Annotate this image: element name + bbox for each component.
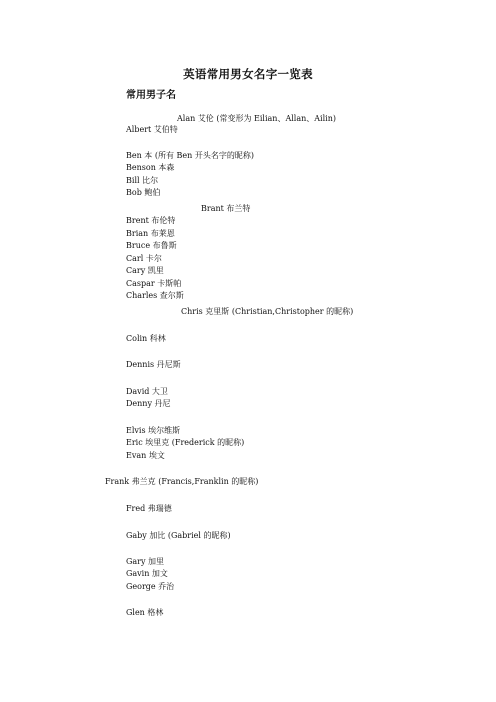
- name-entry: Albert 艾伯特: [126, 125, 178, 134]
- name-entry: Denny 丹尼: [126, 399, 171, 408]
- page-title: 英语常用男女名字一览表: [183, 67, 313, 81]
- name-entry: Charles 查尔斯: [126, 291, 184, 300]
- name-entry: Evan 埃文: [126, 451, 165, 460]
- name-entry: George 乔治: [126, 582, 175, 591]
- name-entry: Eric 埃里克 (Frederick 的昵称): [126, 438, 245, 447]
- name-entry: Ben 本 (所有 Ben 开头名字的昵称): [126, 151, 254, 160]
- name-entry: Gary 加里: [126, 557, 165, 566]
- name-entry: Brent 布伦特: [126, 216, 176, 225]
- name-entry: Colin 科林: [126, 334, 166, 343]
- name-entry: Fred 弗瑞德: [126, 504, 172, 513]
- name-entry: Alan 艾伦 (常变形为 Eilian、Allan、Ailin): [177, 114, 336, 123]
- name-entry: Gavin 加文: [126, 569, 168, 578]
- name-entry: David 大卫: [126, 387, 168, 396]
- name-entry: Gaby 加比 (Gabriel 的昵称): [126, 531, 231, 540]
- name-entry: Brant 布兰特: [201, 204, 251, 213]
- name-entry: Dennis 丹尼斯: [126, 360, 181, 369]
- name-entry: Carl 卡尔: [126, 254, 162, 263]
- name-entry: Bob 鲍伯: [126, 188, 161, 197]
- name-entry: Bruce 布鲁斯: [126, 241, 177, 250]
- name-entry: Elvis 埃尔维斯: [126, 426, 181, 435]
- name-entry: Bill 比尔: [126, 176, 159, 185]
- name-entry: Cary 凯里: [126, 266, 164, 275]
- section-heading: 常用男子名: [126, 90, 176, 101]
- name-entry: Benson 本森: [126, 163, 175, 172]
- name-entry: Brian 布莱恩: [126, 229, 175, 238]
- name-entry: Chris 克里斯 (Christian,Christopher 的昵称): [181, 307, 354, 316]
- name-entry: Glen 格林: [126, 608, 164, 617]
- name-entry: Caspar 卡斯帕: [126, 279, 182, 288]
- name-entry: Frank 弗兰克 (Francis,Franklin 的昵称): [105, 477, 259, 486]
